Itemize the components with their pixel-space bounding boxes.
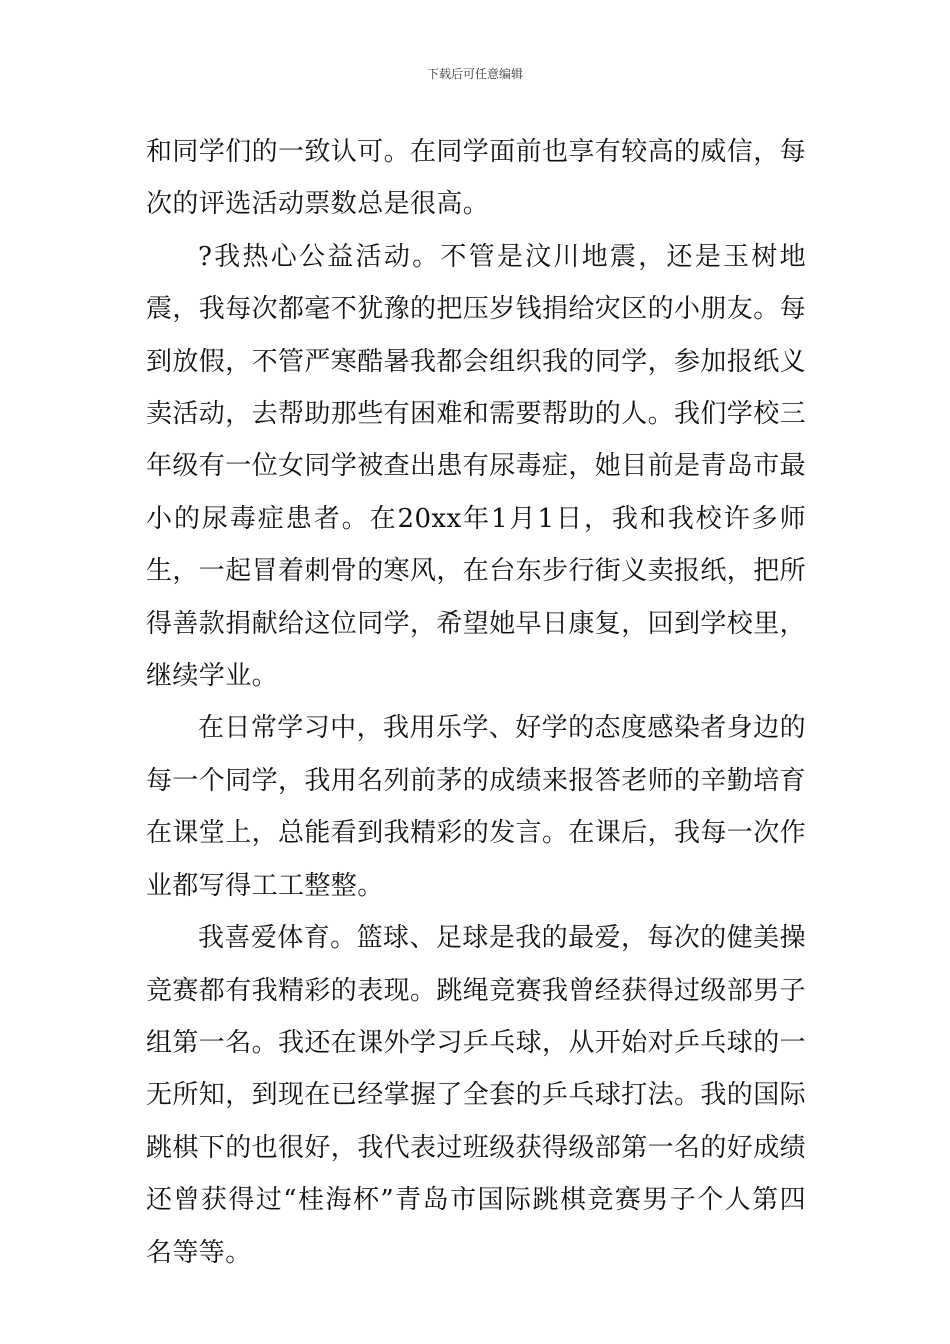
paragraph-sports: 我喜爱体育。篮球、足球是我的最爱，每次的健美操竞赛都有我精彩的表现。跳绳竞赛我曾经获得过级部男子组第一名。我还在课外学习乒乓球，从开始对乒乓球的一无所知，到现在已经掌握了全套的乒乓球打法。我的国际跳棋下的也很好，我代表过班级获得级部第一名的好成绩还曾获得过“桂海杯”青岛市国际跳棋竞赛男子个人第四名等等。 xyxy=(146,923,807,1268)
paragraph-continuation: 和同学们的一致认可。在同学面前也享有较高的威信，每次的评选活动票数总是很高。 xyxy=(146,137,807,220)
document-body xyxy=(146,126,806,1279)
paragraph-charity: ?我热心公益活动。不管是汶川地震，还是玉树地震，我每次都毫不犹豫的把压岁钱捐给灾区的小朋友。每到放假，不管严寒酷暑我都会组织我的同学，参加报纸义卖活动，去帮助那些有困难和需要帮助的人。我们学校三年级有一位女同学被查出患有尿毒症，她目前是青岛市最小的尿毒症患者。在20xx年1月1日，我和我校许多师生，一起冒着刺骨的寒风，在台东步行街义卖报纸，把所得善款捐献给这位同学，希望她早日康复，回到学校里，继续学业。 xyxy=(146,241,807,692)
paragraph-study: 在日常学习中，我用乐学、好学的态度感染者身边的每一个同学，我用名列前茅的成绩来报答老师的辛勤培育在课堂上，总能看到我精彩的发言。在课后，我每一次作业都写得工工整整。 xyxy=(146,713,807,901)
header-note: 下载后可任意编辑 xyxy=(426,67,523,81)
